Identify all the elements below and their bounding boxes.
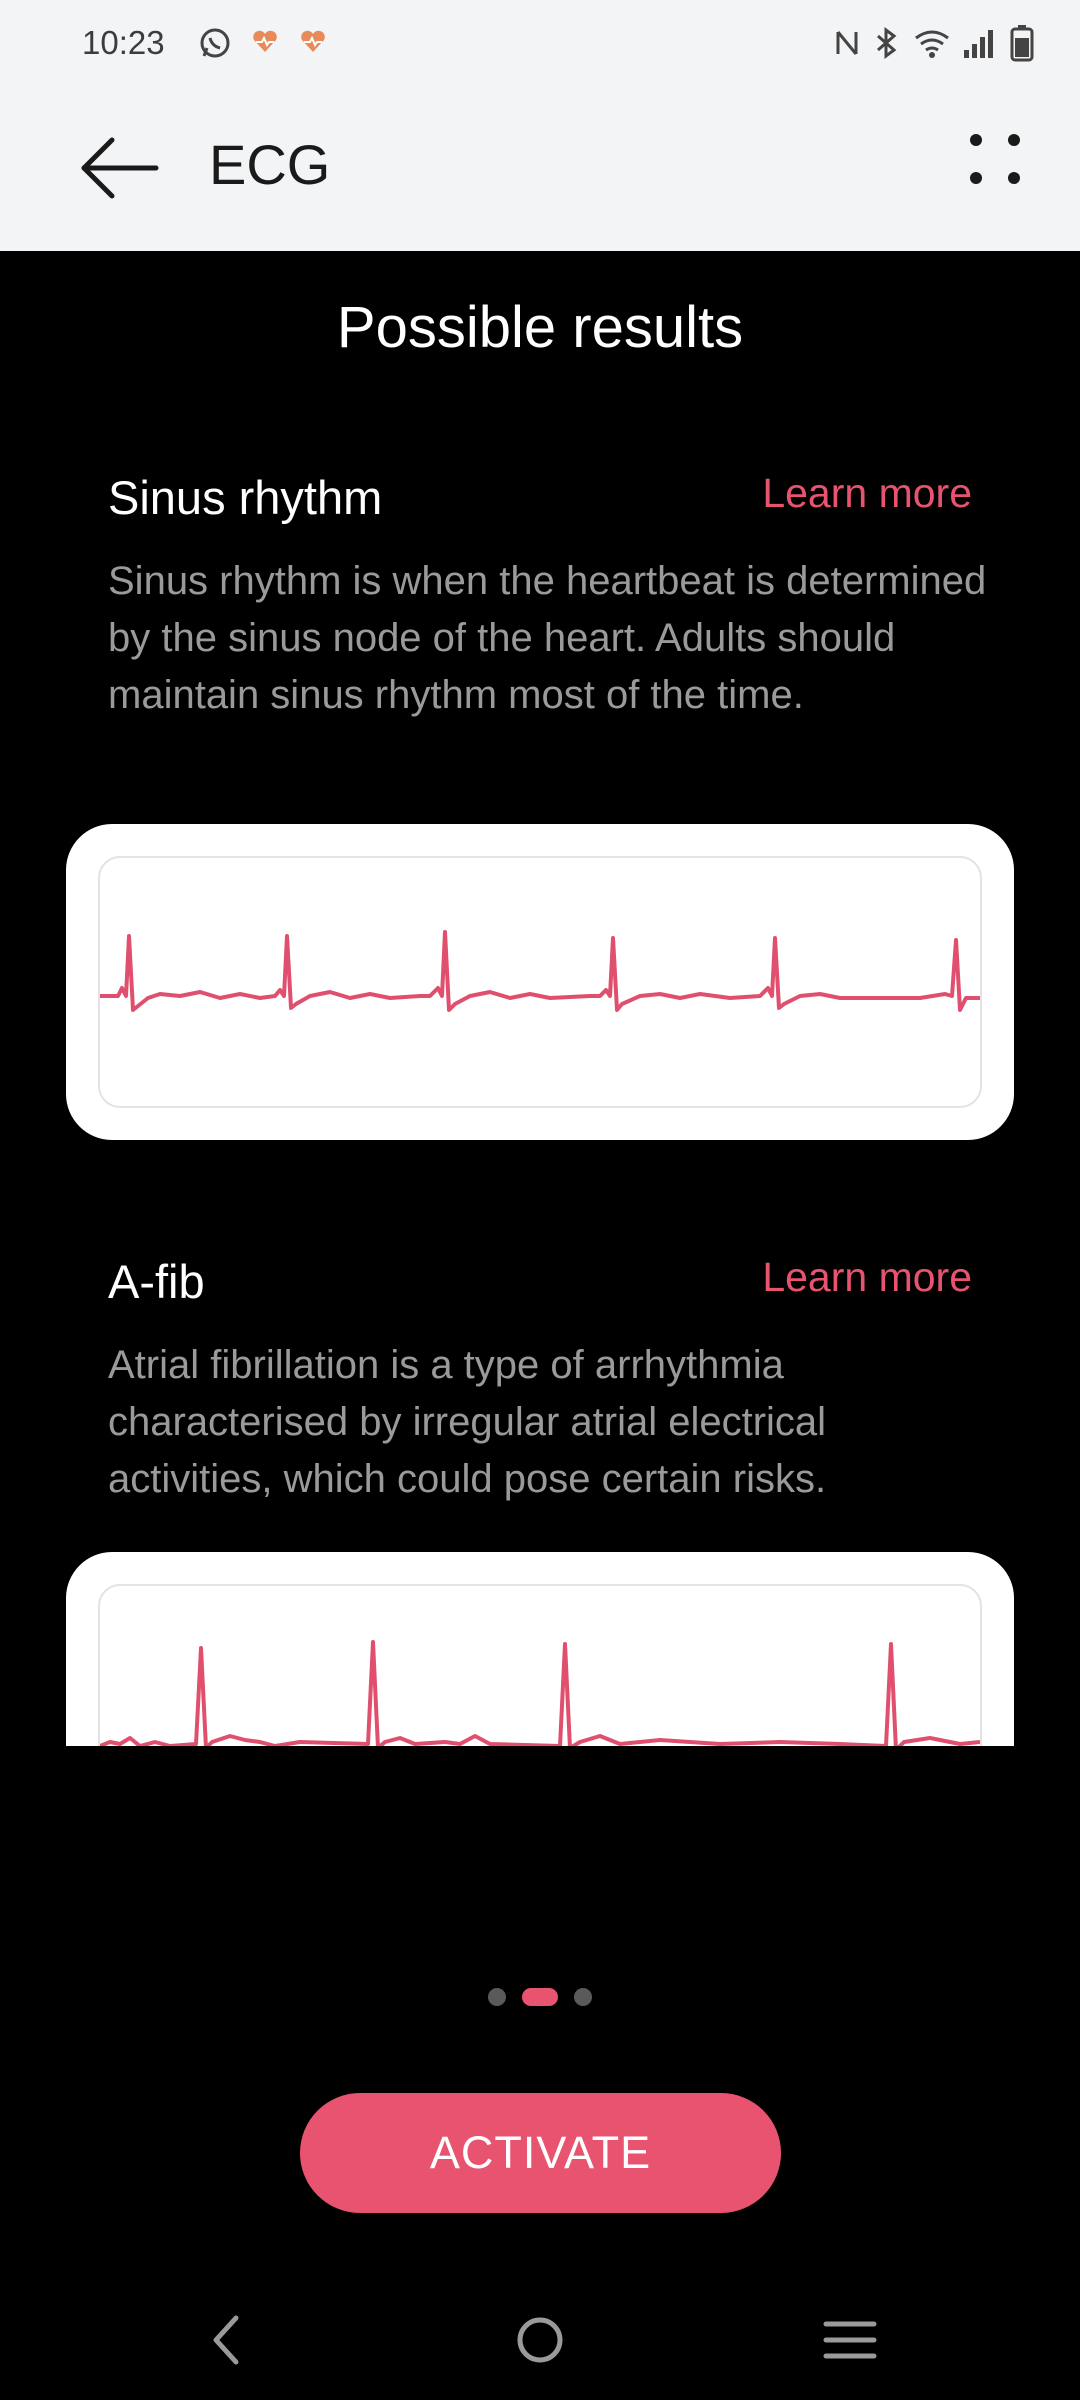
nav-menu-icon[interactable] <box>800 2290 900 2390</box>
learn-more-link[interactable]: Learn more <box>762 1254 972 1300</box>
pager-dot[interactable] <box>574 1988 592 2006</box>
whatsapp-icon <box>198 26 232 60</box>
ecg-graph-afib <box>98 1584 982 1746</box>
result-sinus-rhythm <box>108 470 987 724</box>
more-options-icon[interactable] <box>950 114 1040 204</box>
result-description: Sinus rhythm is when the heartbeat is determined by the sinus node of the heart. Adults should maintain sinus rhythm most of the time. <box>108 559 987 717</box>
signal-icon <box>962 26 998 60</box>
activate-button[interactable]: ACTIVATE <box>300 2093 781 2213</box>
pager-dot[interactable] <box>488 1988 506 2006</box>
ecg-card-sinus <box>66 824 1014 1140</box>
sinus-waveform-icon <box>100 858 980 1106</box>
result-name: A-fib <box>108 1255 205 1308</box>
afib-waveform-icon <box>100 1586 980 1746</box>
ecg-graph-sinus <box>98 856 982 1108</box>
learn-more-link[interactable]: Learn more <box>762 470 972 516</box>
nav-home-icon[interactable] <box>490 2290 590 2390</box>
wifi-icon <box>914 26 950 60</box>
health-heart-icon-2 <box>298 26 328 56</box>
health-heart-icon <box>250 26 280 56</box>
ecg-card-afib <box>66 1552 1014 1746</box>
result-description: Atrial fibrillation is a type of arrhythmia characterised by irregular atrial electrical activities, which could pose certain risks. <box>108 1343 827 1501</box>
section-title: Possible results <box>336 295 744 360</box>
bluetooth-icon <box>872 26 902 60</box>
nav-back-icon[interactable] <box>178 2290 278 2390</box>
scroll-clip <box>0 1450 1080 1746</box>
result-name: Sinus rhythm <box>108 471 383 524</box>
pager-indicator <box>0 1988 1080 2006</box>
status-bar <box>0 0 1080 88</box>
app-bar <box>0 88 1080 251</box>
system-nav-bar <box>0 2290 1080 2400</box>
pager-dot-active[interactable] <box>522 1988 558 2006</box>
page-title: ECG <box>209 133 331 196</box>
battery-icon <box>1010 24 1034 62</box>
nfc-icon <box>834 26 860 60</box>
status-time: 10:23 <box>82 24 165 61</box>
back-arrow-icon[interactable] <box>70 118 170 218</box>
